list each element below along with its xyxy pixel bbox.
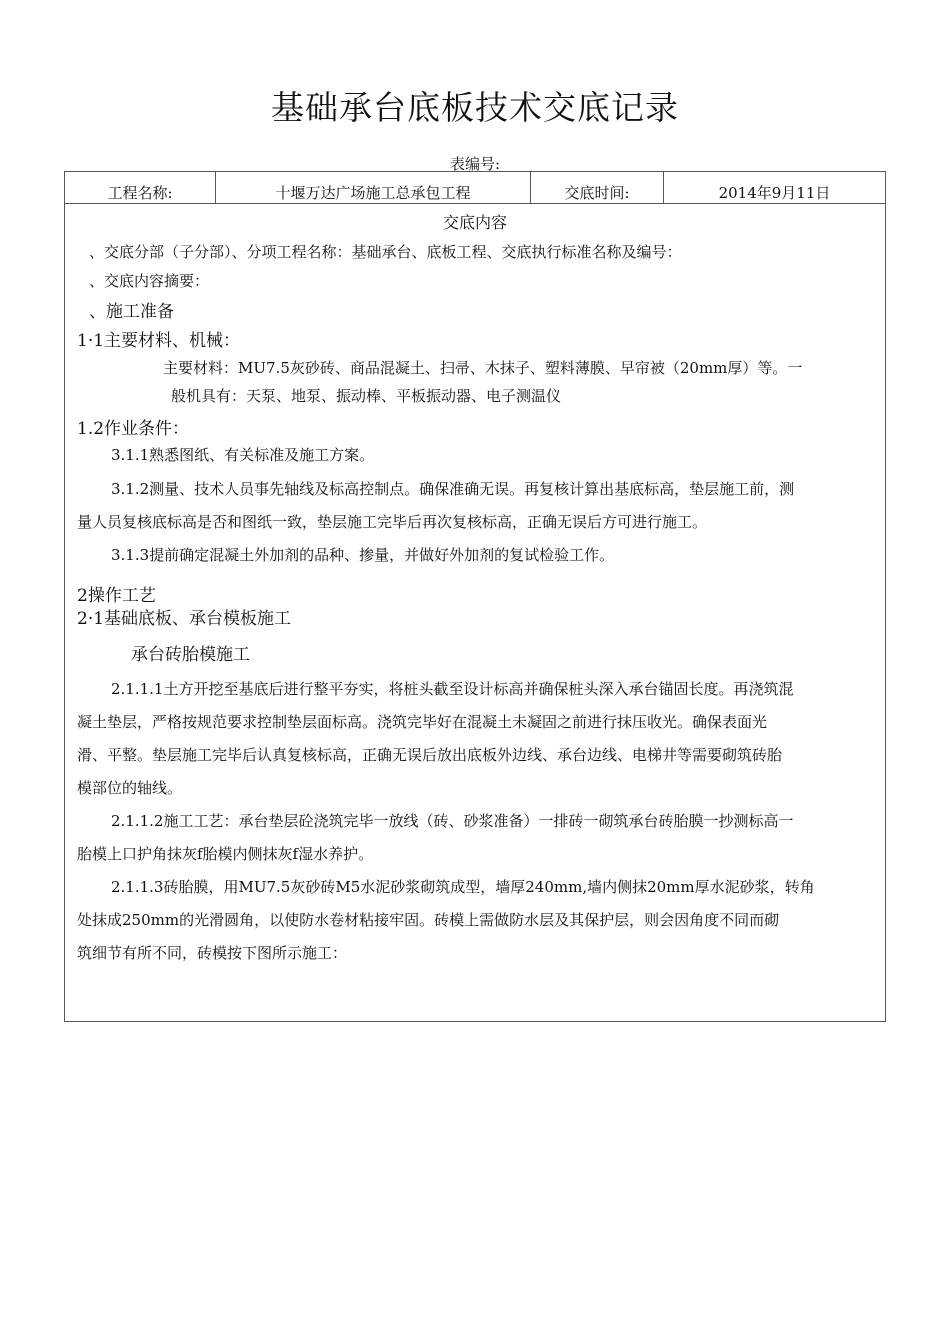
project-name-label: 工程名称: [65, 172, 216, 203]
header-row [65, 172, 885, 204]
form-number-label: 表编号: [449, 155, 501, 173]
content-line: 2.1.1.1土方开挖至基底后进行整平夯实，将桩头截至设计标高并确保桩头深入承台锚固长度。再浇筑混 [111, 680, 794, 698]
section-heading: 1.2作业条件： [77, 419, 190, 439]
content-line: 凝土垫层，严格按规范要求控制垫层面标高。浇筑完毕好在混凝土未凝固之前进行抹压收光。确保表面光 [77, 713, 768, 731]
content-line: 3.1.2测量、技术人员事先轴线及标高控制点。确保准确无误。再复核计算出基底标高，垫层施工前，测 [111, 480, 795, 498]
content-line: 处抹成250mm的光滑圆角，以使防水卷材粘接牢固。砖模上需做防水层及其保护层，则会因角度不同而砌 [77, 911, 780, 929]
content-line: 主要材料：MU7.5灰砂砖、商品混凝土、扫帚、木抹子、塑料薄膜、早帘被（20mm厚）等。一 [163, 359, 803, 377]
project-name-value: 十堰万达广场施工总承包工程 [216, 172, 531, 203]
content-heading: 交底内容 [442, 213, 507, 232]
section-heading: 2操作工艺 [77, 586, 156, 606]
content-line: 般机具有：天泵、地泵、振动棒、平板振动器、电子测温仪 [171, 387, 562, 405]
subsection-heading: 承台砖胎模施工 [131, 645, 250, 665]
content-line: 2.1.1.2施工工艺：承台垫层砼浇筑完毕一放线（砖、砂浆准备）一排砖一砌筑承台砖胎膜一抄测标高一 [111, 812, 794, 830]
section-heading: 2·1基础底板、承台模板施工 [77, 609, 292, 629]
section-heading: 1·1主要材料、机械： [77, 331, 241, 351]
content-line: 量人员复核底标高是否和图纸一致，垫层施工完毕后再次复核标高，正确无误后方可进行施工。 [77, 513, 708, 531]
content-line: 、交底内容摘要： [89, 272, 210, 290]
section-heading: 、施工准备 [89, 302, 174, 322]
content-line: 3.1.1熟悉图纸、有关标准及施工方案。 [111, 446, 375, 464]
disclosure-table [64, 171, 886, 1022]
content-line: 3.1.3提前确定混凝土外加剂的品种、掺量，并做好外加剂的复试检验工作。 [111, 546, 615, 564]
content-line: 2.1.1.3砖胎膜，用MU7.5灰砂砖M5水泥砂浆砌筑成型，墙厚240mm,墙内侧抹20mm厚水泥砂浆，转角 [111, 878, 815, 896]
disclosure-time-label: 交底时间: [531, 172, 664, 203]
content-line: 滑、平整。垫层施工完毕后认真复核标高，正确无误后放出底板外边线、承台边线、电梯井等需要砌筑砖胎 [77, 746, 783, 764]
content-line: 胎模上口护角抹灰f胎模内侧抹灰f湿水养护。 [77, 845, 374, 863]
disclosure-time-value: 2014年9月11日 [718, 184, 831, 202]
document-title: 基础承台底板技术交底记录 [271, 88, 679, 127]
content-line: 筑细节有所不同，砖模按下图所示施工： [77, 944, 348, 962]
content-line: 模部位的轴线。 [77, 779, 183, 797]
content-line: 、交底分部（子分部）、分项工程名称：基础承台、底板工程、交底执行标准名称及编号： [89, 243, 682, 261]
